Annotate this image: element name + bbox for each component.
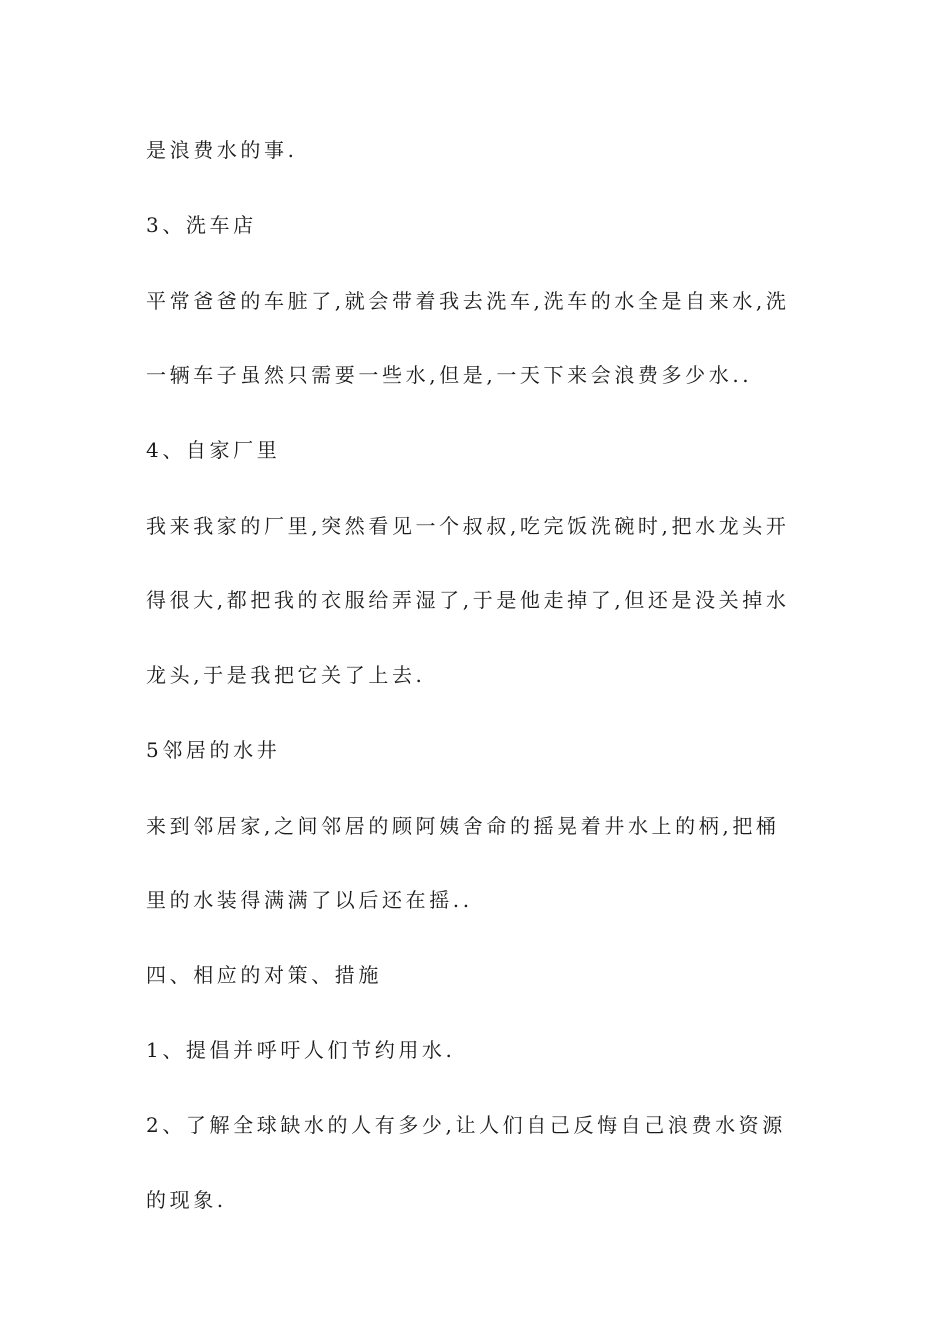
text-line-continuation: 是浪费水的事.	[146, 138, 298, 162]
paragraph-car-wash-line-1: 平常爸爸的车脏了,就会带着我去洗车,洗车的水全是自来水,洗	[146, 289, 790, 313]
paragraph-factory-line-3: 龙头,于是我把它关了上去.	[146, 663, 426, 687]
paragraph-factory-line-1: 我来我家的厂里,突然看见一个叔叔,吃完饭洗碗时,把水龙头开	[146, 514, 790, 538]
paragraph-well-line-1: 来到邻居家,之间邻居的顾阿姨舍命的摇晃着井水上的柄,把桶	[146, 814, 780, 838]
list-item-measure-1: 1、提倡并呼吁人们节约用水.	[146, 1038, 456, 1062]
section-heading-well: 5邻居的水井	[146, 738, 281, 762]
section-heading-measures: 四、相应的对策、措施	[146, 963, 382, 987]
paragraph-factory-line-2: 得很大,都把我的衣服给弄湿了,于是他走掉了,但还是没关掉水	[146, 588, 790, 612]
section-heading-factory: 4、自家厂里	[146, 438, 281, 462]
paragraph-car-wash-line-2: 一辆车子虽然只需要一些水,但是,一天下来会浪费多少水..	[146, 363, 753, 387]
list-item-measure-2-line-2: 的现象.	[146, 1188, 227, 1212]
list-item-measure-2-line-1: 2、了解全球缺水的人有多少,让人们自己反悔自己浪费水资源	[146, 1113, 786, 1137]
paragraph-well-line-2: 里的水装得满满了以后还在摇..	[146, 888, 473, 912]
section-heading-car-wash: 3、洗车店	[146, 213, 257, 237]
